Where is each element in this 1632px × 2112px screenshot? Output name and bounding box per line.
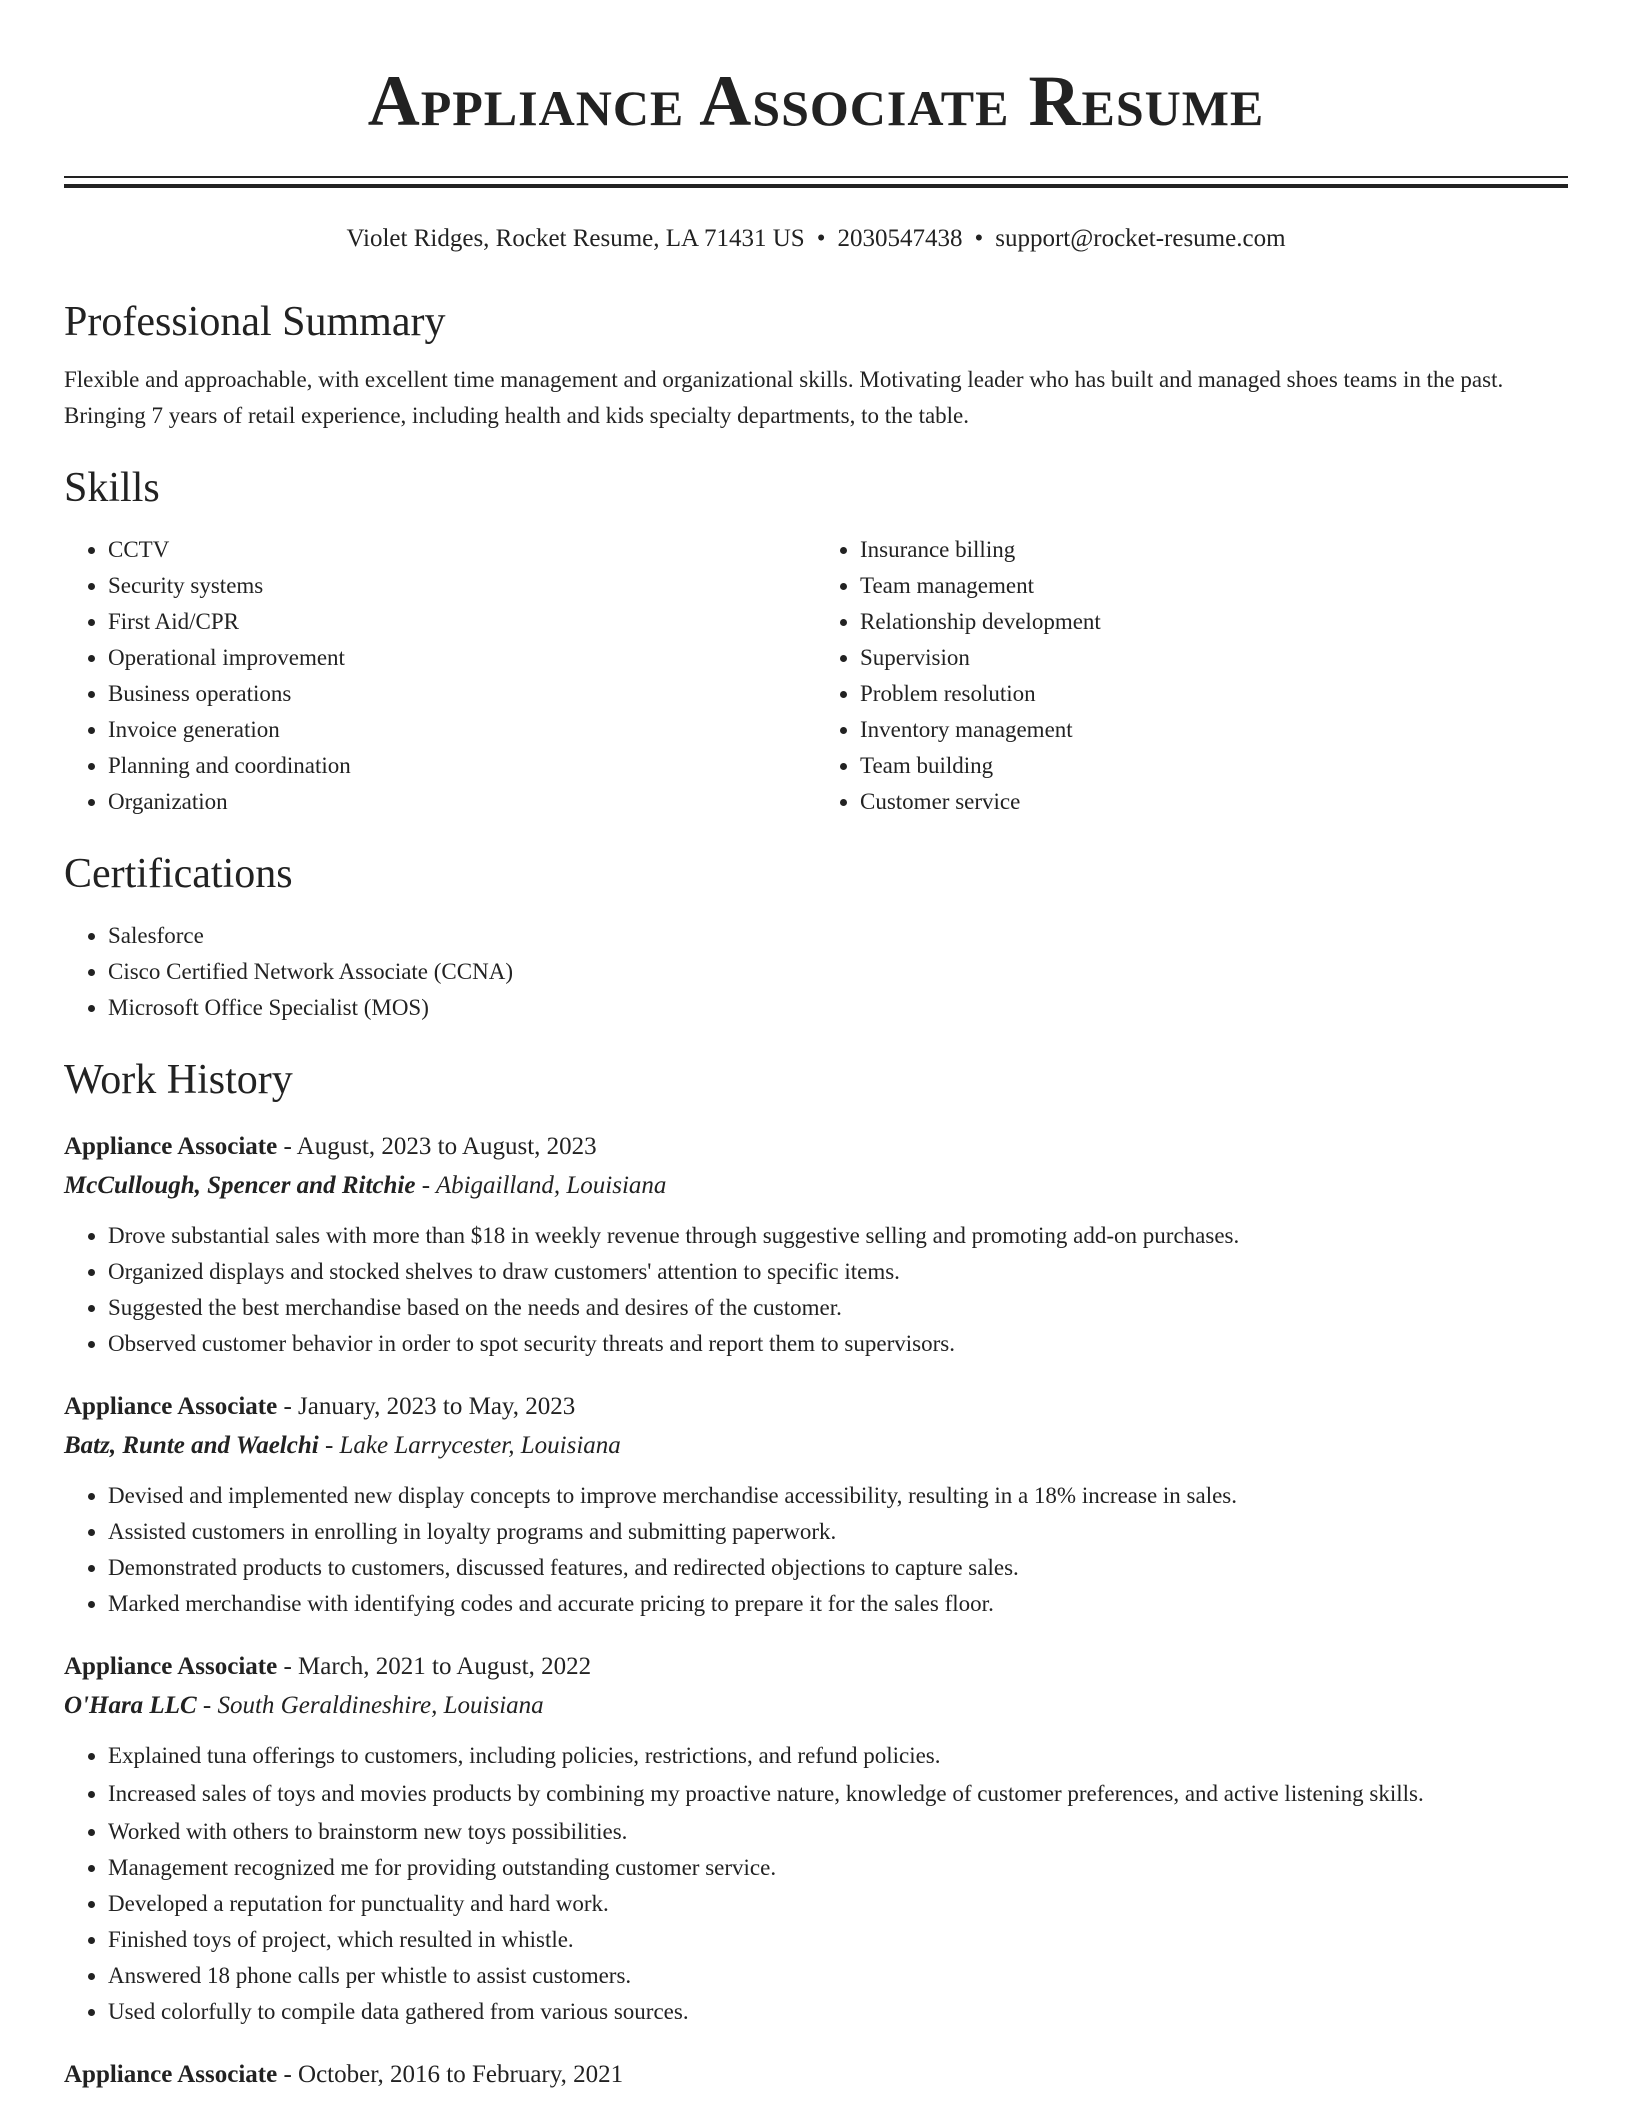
skills-list-right — [816, 532, 1568, 820]
contact-phone: 2030547438 — [837, 225, 963, 252]
job-company: O'Hara LLC — [64, 1692, 197, 1719]
resume-title: Appliance Associate Resume — [367, 61, 1265, 141]
job-duty: • Suggested the best merchandise based on the needs and desires of the customer. — [108, 1290, 1568, 1326]
skill-item: • Team building — [860, 748, 1568, 784]
job-company: McCullough, Spencer and Ritchie — [64, 1172, 416, 1199]
contact-separator: • — [816, 225, 826, 252]
job-duty: • Devised and implemented new display concepts to improve merchandise accessibility, resulting in a 18% increase in sales. — [108, 1478, 1568, 1514]
job-location: - Lake Larrycester, Louisiana — [318, 1432, 621, 1459]
job-title-line — [64, 2056, 1568, 2094]
skill-item: • Organization — [108, 784, 816, 820]
skills-list-left — [64, 532, 816, 820]
skill-item: • Operational improvement — [108, 640, 816, 676]
work-history-heading: Work History — [64, 1057, 293, 1103]
summary-text: Flexible and approachable, with excellent time management and organizational skills. Motivating leader who has built and managed shoes teams in the past. Bringing 7 years of retail experience, including health and kids specialty departments, to the table. — [64, 367, 1504, 428]
job-entry — [64, 1128, 1568, 1362]
skill-item: • Business operations — [108, 676, 816, 712]
job-dates: - August, 2023 to August, 2023 — [277, 1133, 597, 1160]
job-duties-list — [64, 1478, 1568, 1622]
job-company-line — [64, 1166, 1568, 1206]
certification-item: • Cisco Certified Network Associate (CCNA) — [108, 954, 1568, 990]
job-duty: • Drove substantial sales with more than $18 in weekly revenue through suggestive selling and promoting add-on purchases. — [108, 1218, 1568, 1254]
skill-item: • Customer service — [860, 784, 1568, 820]
job-duty: • Management recognized me for providing outstanding customer service. — [108, 1850, 1568, 1886]
job-dates: - October, 2016 to February, 2021 — [277, 2061, 624, 2088]
job-title-line — [64, 1128, 1568, 1166]
job-duties-list — [64, 1738, 1568, 2030]
resume-page — [64, 0, 1568, 2094]
job-role: Appliance Associate — [64, 1393, 278, 1420]
job-company: Batz, Runte and Waelchi — [64, 1432, 319, 1459]
skill-item: • Security systems — [108, 568, 816, 604]
job-duty: • Explained tuna offerings to customers, including policies, restrictions, and refund policies. — [108, 1738, 1568, 1774]
job-duty: • Marked merchandise with identifying codes and accurate pricing to prepare it for the sales floor. — [108, 1586, 1568, 1622]
contact-line — [64, 224, 1568, 254]
job-duty: • Organized displays and stocked shelves to draw customers' attention to specific items. — [108, 1254, 1568, 1290]
certification-item: • Salesforce — [108, 918, 1568, 954]
skill-item: • Team management — [860, 568, 1568, 604]
job-role: Appliance Associate — [64, 1653, 278, 1680]
job-duty: • Developed a reputation for punctuality and hard work. — [108, 1886, 1568, 1922]
skill-item: • Relationship development — [860, 604, 1568, 640]
contact-separator: • — [974, 225, 984, 252]
job-location: - Abigailland, Louisiana — [415, 1172, 667, 1199]
skill-item: • Supervision — [860, 640, 1568, 676]
certifications-list — [64, 918, 1568, 1026]
job-dates: - March, 2021 to August, 2022 — [277, 1653, 592, 1680]
job-duty: • Finished toys of project, which resulted in whistle. — [108, 1922, 1568, 1958]
job-company-line — [64, 1686, 1568, 1726]
job-duties-list — [64, 1218, 1568, 1362]
certification-item: • Microsoft Office Specialist (MOS) — [108, 990, 1568, 1026]
skill-item: • Invoice generation — [108, 712, 816, 748]
skill-item: • Planning and coordination — [108, 748, 816, 784]
job-role: Appliance Associate — [64, 1133, 278, 1160]
skill-item: • CCTV — [108, 532, 816, 568]
job-entry — [64, 2056, 1568, 2094]
summary-heading: Professional Summary — [64, 299, 446, 345]
job-duty: • Demonstrated products to customers, discussed features, and redirected objections to capture sales. — [108, 1550, 1568, 1586]
job-title-line — [64, 1388, 1568, 1426]
skills-columns — [64, 532, 1568, 820]
contact-email: support@rocket-resume.com — [995, 225, 1286, 252]
skill-item: • Inventory management — [860, 712, 1568, 748]
job-duty: • Increased sales of toys and movies products by combining my proactive nature, knowledge of customer preferences, and active listening skills. — [108, 1774, 1568, 1814]
title-divider-thin — [64, 176, 1568, 178]
job-duty: • Assisted customers in enrolling in loyalty programs and submitting paperwork. — [108, 1514, 1568, 1550]
skill-item: • Insurance billing — [860, 532, 1568, 568]
skills-heading: Skills — [64, 465, 160, 511]
job-duty: • Observed customer behavior in order to spot security threats and report them to supervisors. — [108, 1326, 1568, 1362]
contact-address: Violet Ridges, Rocket Resume, LA 71431 US — [346, 225, 805, 252]
job-location: - South Geraldineshire, Louisiana — [196, 1692, 544, 1719]
job-duty: • Answered 18 phone calls per whistle to assist customers. — [108, 1958, 1568, 1994]
job-company-line — [64, 1426, 1568, 1466]
job-duty: • Used colorfully to compile data gathered from various sources. — [108, 1994, 1568, 2030]
job-title-line — [64, 1648, 1568, 1686]
title-divider-thick — [64, 184, 1568, 188]
certifications-heading: Certifications — [64, 851, 293, 897]
job-duty: • Worked with others to brainstorm new toys possibilities. — [108, 1814, 1568, 1850]
job-dates: - January, 2023 to May, 2023 — [277, 1393, 576, 1420]
job-role: Appliance Associate — [64, 2061, 278, 2088]
job-entry — [64, 1648, 1568, 2030]
skill-item: • First Aid/CPR — [108, 604, 816, 640]
skill-item: • Problem resolution — [860, 676, 1568, 712]
job-entry — [64, 1388, 1568, 1622]
